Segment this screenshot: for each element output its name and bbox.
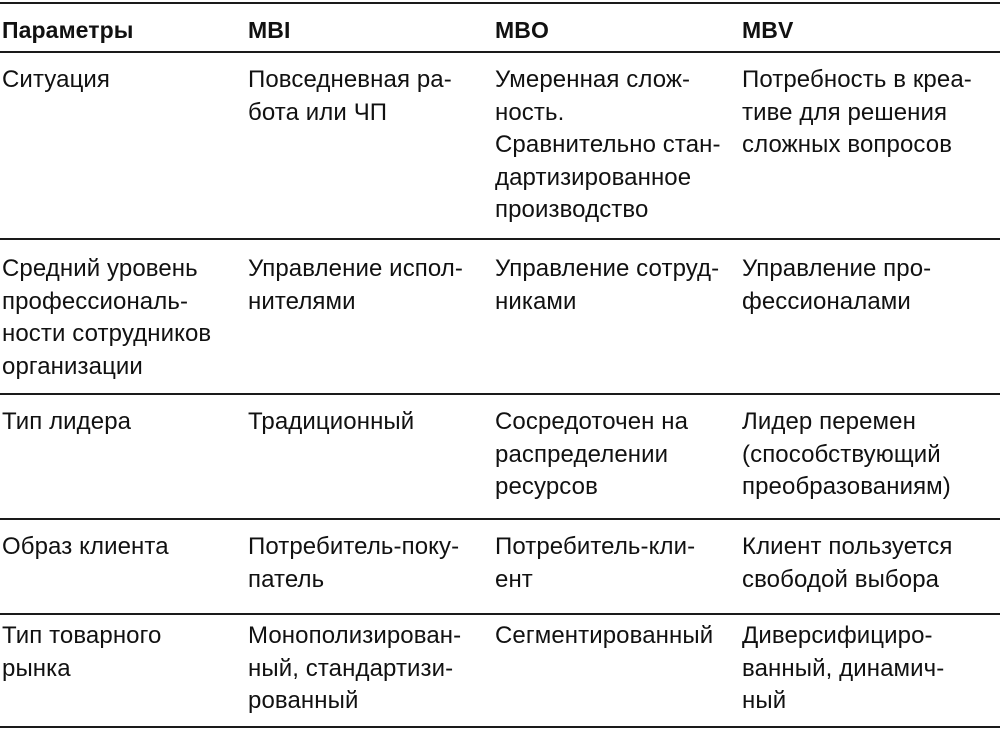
row-mbo-cell: Управление сотруд- никами [495, 255, 720, 315]
row-parameter-cell: Тип лидера [2, 408, 132, 435]
row-mbv-cell: Лидер перемен (способствующий преобразованиям) [742, 408, 951, 500]
table-row-leader-type [0, 395, 1000, 520]
table-row-client-image [0, 520, 1000, 615]
header-mbi: MBI [248, 17, 291, 43]
row-mbo-cell: Сосредоточен на распределении ресурсов [495, 408, 689, 500]
table-header-row [0, 4, 1000, 53]
row-mbo-cell: Потребитель-кли- ент [495, 533, 696, 593]
row-mbv-cell: Потребность в креа- тиве для решения сложных вопросов [742, 66, 972, 158]
row-mbi-cell: Повседневная ра- бота или ЧП [248, 66, 452, 126]
row-mbi-cell: Управление испол- нителями [248, 255, 464, 315]
table-row-situation [0, 53, 1000, 240]
row-mbi-cell: Потребитель-поку- патель [248, 533, 460, 593]
header-mbo: MBO [495, 17, 549, 43]
header-mbv: MBV [742, 17, 794, 43]
row-mbv-cell: Управление про- фессионалами [742, 255, 932, 315]
table-row-market-type [0, 615, 1000, 728]
table-row-professionalism [0, 240, 1000, 395]
row-parameter-cell: Образ клиента [2, 533, 169, 560]
row-parameter-cell: Тип товарного рынка [2, 622, 162, 682]
row-mbi-cell: Монополизирован- ный, стандартизи- рованный [248, 622, 462, 714]
row-mbv-cell: Диверсифициро- ванный, динамич- ный [742, 622, 945, 714]
row-mbo-cell: Сегментированный [495, 622, 714, 649]
row-parameter-cell: Ситуация [2, 66, 111, 93]
row-mbi-cell: Традиционный [248, 408, 415, 435]
row-parameter-cell: Средний уровень профессиональ- ности сотрудников организации [2, 255, 212, 380]
header-parameters: Параметры [2, 17, 134, 43]
row-mbo-cell: Умеренная слож- ность. Сравнительно стан- дартизированное производство [495, 66, 721, 223]
row-mbv-cell: Клиент пользуется свободой выбора [742, 533, 953, 593]
